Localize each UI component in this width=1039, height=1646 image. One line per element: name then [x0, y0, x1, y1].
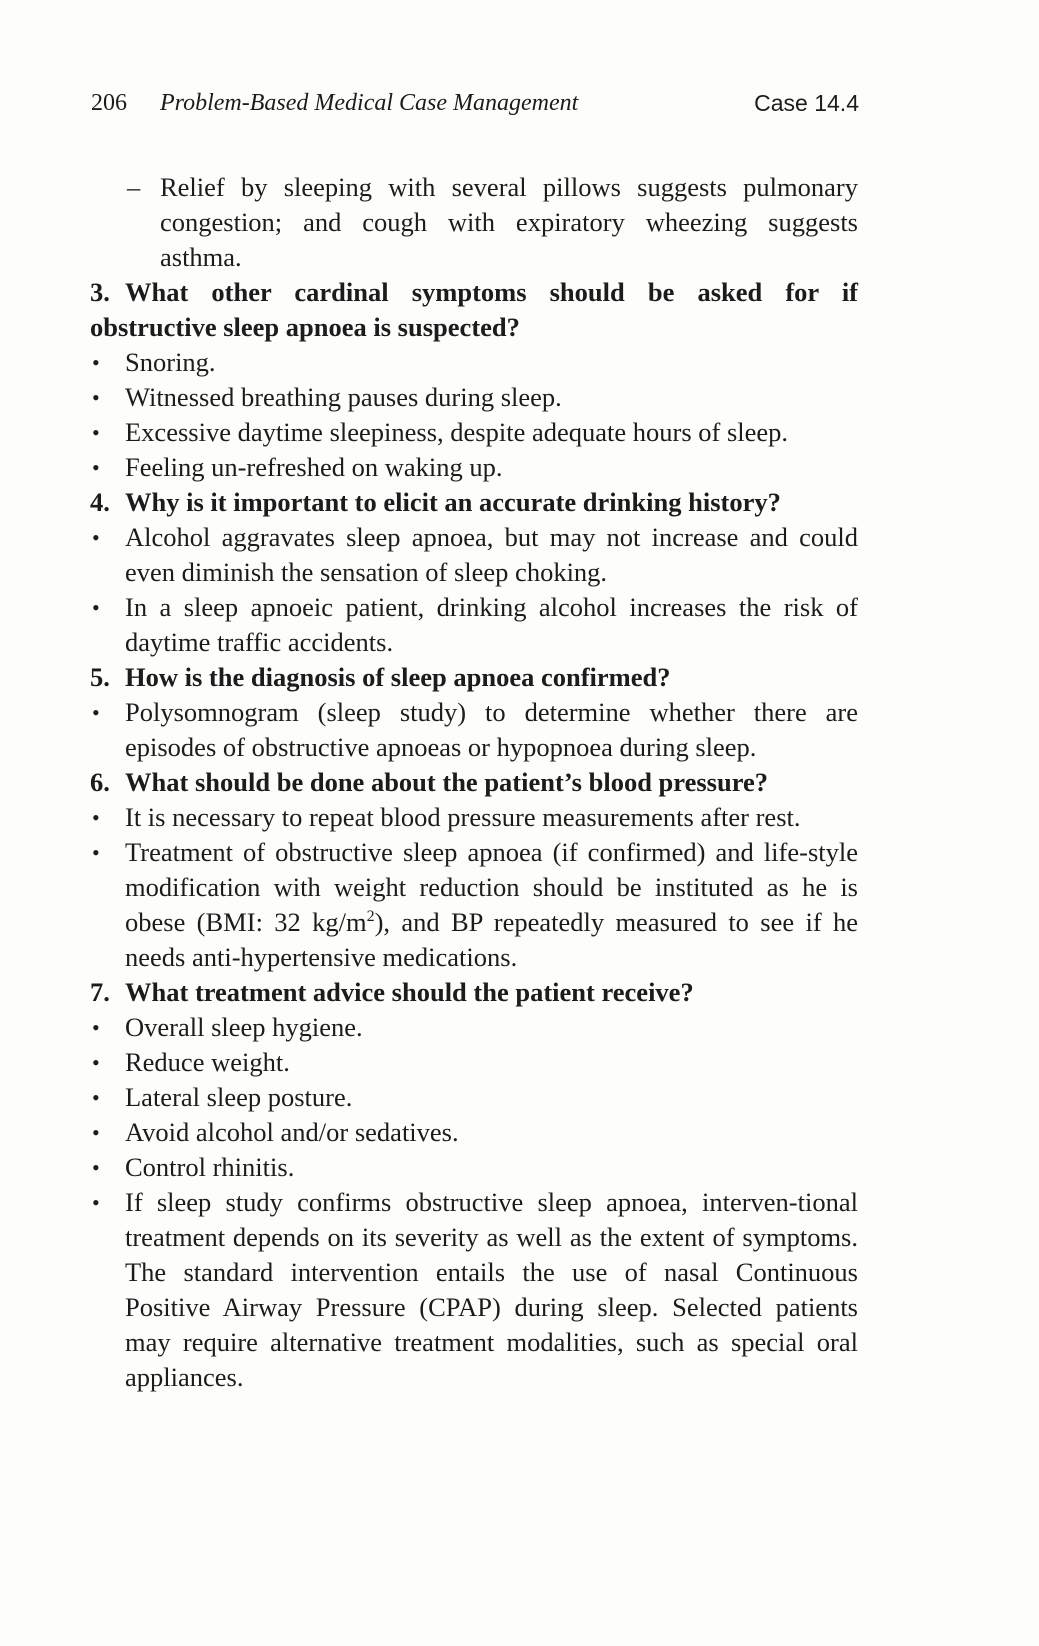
bullet-marker: • — [92, 1015, 100, 1040]
question-4 — [90, 485, 858, 520]
list-item — [90, 1185, 858, 1395]
bmi-text-after: ), and BP repeatedly measured to see if he needs anti-hypertensive medications. — [125, 907, 858, 972]
bullet-marker: • — [92, 1190, 100, 1215]
bullet-marker: • — [92, 805, 100, 830]
list-item-text: Avoid alcohol and/or sedatives. — [125, 1117, 459, 1147]
list-item — [90, 1010, 858, 1045]
question-number: 5. — [90, 662, 110, 692]
list-item — [90, 415, 858, 450]
bullet-marker: • — [92, 595, 100, 620]
intro-dash-text: Relief by sleeping with several pillows suggests pulmonary congestion; and cough with expiratory wheezing suggests asthma. — [160, 172, 858, 272]
list-item-text — [125, 837, 858, 972]
bmi-superscript: 2 — [366, 908, 375, 926]
list-item-text: Feeling un-refreshed on waking up. — [125, 452, 503, 482]
question-text: How is the diagnosis of sleep apnoea confirmed? — [125, 662, 671, 692]
list-item-text: Snoring. — [125, 347, 216, 377]
case-label: Case 14.4 — [754, 90, 859, 116]
list-item-text: Polysomnogram (sleep study) to determine whether there are episodes of obstructive apnoeas or hypopnoea during sleep. — [125, 697, 858, 762]
question-3 — [90, 275, 858, 345]
running-head — [91, 90, 859, 124]
list-item — [90, 450, 858, 485]
question-5 — [90, 660, 858, 695]
list-item — [90, 1080, 858, 1115]
list-item-text: Reduce weight. — [125, 1047, 290, 1077]
question-text: What should be done about the patient’s blood pressure? — [125, 767, 769, 797]
list-item — [90, 800, 858, 835]
question-number: 4. — [90, 487, 110, 517]
question-text: Why is it important to elicit an accurate drinking history? — [125, 487, 781, 517]
bullet-marker: • — [92, 525, 100, 550]
list-item — [90, 695, 858, 765]
list-item — [90, 1150, 858, 1185]
list-item-text: Excessive daytime sleepiness, despite adequate hours of sleep. — [125, 417, 789, 447]
question-7 — [90, 975, 858, 1010]
bullet-marker: • — [92, 350, 100, 375]
bullet-marker: • — [92, 385, 100, 410]
bullet-marker: • — [92, 1050, 100, 1075]
bmi-text-before: Treatment of obstructive sleep apnoea (if confirmed) and life-style modification with weight reduction should be instituted as he is obese (BMI: 32 kg/m — [125, 837, 858, 937]
page-body — [90, 170, 858, 1395]
bullet-marker: • — [92, 700, 100, 725]
question-text: What treatment advice should the patient receive? — [125, 977, 694, 1007]
list-item-text: In a sleep apnoeic patient, drinking alcohol increases the risk of daytime traffic accidents. — [125, 592, 858, 657]
question-number: 3. — [90, 277, 110, 307]
question-number: 7. — [90, 977, 110, 1007]
bullet-marker: • — [92, 1155, 100, 1180]
page-number: 206 — [91, 90, 127, 116]
list-item-text: Lateral sleep posture. — [125, 1082, 353, 1112]
list-item — [90, 380, 858, 415]
bullet-marker: • — [92, 420, 100, 445]
bullet-marker: • — [92, 1085, 100, 1110]
book-title: Problem-Based Medical Case Management — [160, 90, 579, 116]
question-text: What other cardinal symptoms should be asked for if obstructive sleep apnoea is suspected? — [90, 277, 858, 342]
bullet-marker: • — [92, 455, 100, 480]
list-item — [90, 1115, 858, 1150]
list-item — [90, 1045, 858, 1080]
list-item-text: Overall sleep hygiene. — [125, 1012, 363, 1042]
list-item-text: Witnessed breathing pauses during sleep. — [125, 382, 562, 412]
list-item — [90, 520, 858, 590]
list-item — [90, 590, 858, 660]
list-item-text: Alcohol aggravates sleep apnoea, but may not increase and could even diminish the sensation of sleep choking. — [125, 522, 858, 587]
intro-dash-item — [90, 170, 858, 275]
bullet-marker: • — [92, 840, 100, 865]
dash-marker: – — [127, 172, 141, 202]
list-item — [90, 835, 858, 975]
list-item-text: If sleep study confirms obstructive sleep apnoea, interven-tional treatment depends on its severity as well as the extent of symptoms. The standard intervention entails the use of nasal Continuous Positive Airway Pressure (CPAP) during sleep. Selected patients may require alternative treatment modalities, such as special oral appliances. — [125, 1187, 858, 1392]
question-number: 6. — [90, 767, 110, 797]
list-item-text: It is necessary to repeat blood pressure measurements after rest. — [125, 802, 801, 832]
list-item-text: Control rhinitis. — [125, 1152, 295, 1182]
bullet-marker: • — [92, 1120, 100, 1145]
question-6 — [90, 765, 858, 800]
list-item — [90, 345, 858, 380]
